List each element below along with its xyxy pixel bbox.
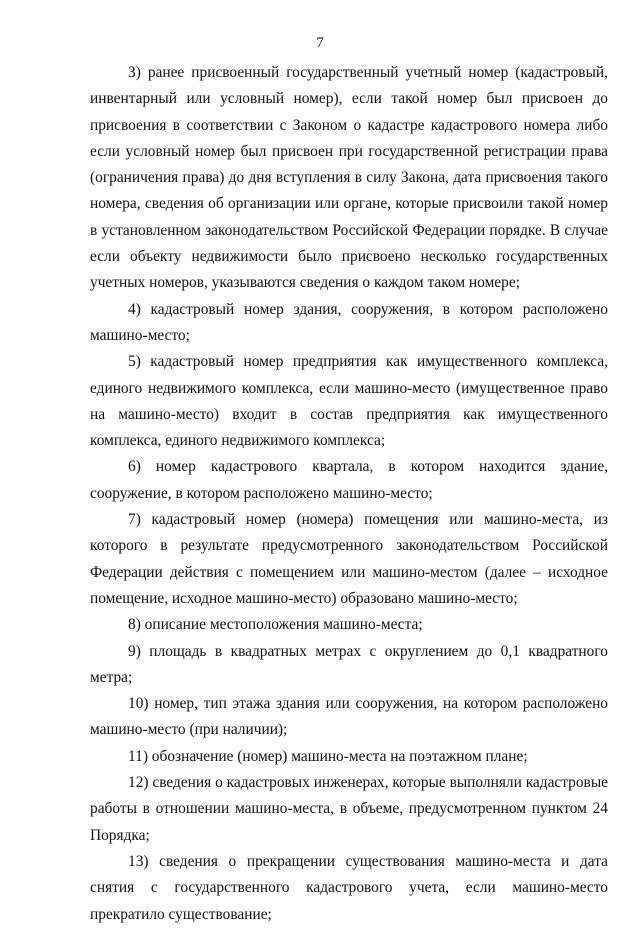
- paragraph-item-9: 9) площадь в квадратных метрах с округлением до 0,1 квадратного метра;: [90, 642, 608, 686]
- page-number: 7: [316, 35, 324, 51]
- paragraph-item-13: 13) сведения о прекращении существования машино-места и дата снятия с государственного кадастрового учета, если машино-место прекратило существование;: [90, 852, 608, 923]
- paragraph-item-8: 8) описание местоположения машино-места;: [128, 616, 423, 634]
- paragraph-item-11: 11) обозначение (номер) машино-места на поэтажном плане;: [128, 747, 528, 765]
- paragraph-item-5: 5) кадастровый номер предприятия как имущественного комплекса, единого недвижимого комплекса, если машино-место (имущественное право на машино-место) входит в состав предприятия как имущественного комплекса, единого недвижимого комплекса;: [90, 353, 608, 450]
- paragraph-item-4: 4) кадастровый номер здания, сооружения, в котором расположено машино-место;: [90, 300, 608, 344]
- paragraph-item-6: 6) номер кадастрового квартала, в котором находится здание, сооружение, в котором расположено машино-место;: [90, 458, 608, 502]
- document-body: [90, 60, 608, 928]
- paragraph-item-10: 10) номер, тип этажа здания или сооружения, на котором расположено машино-место (при наличии);: [90, 695, 608, 739]
- paragraph-item-7: 7) кадастровый номер (номера) помещения или машино-места, из которого в результате предусмотренного законодательством Российской Федерации действия с помещением или машино-местом (далее – исходное помещение, исходное машино-место) образовано машино-место;: [90, 511, 608, 607]
- paragraph-item-12: 12) сведения о кадастровых инженерах, которые выполняли кадастровые работы в отношении машино-места, в объеме, предусмотренном пунктом 24 Порядка;: [90, 774, 608, 844]
- paragraph-item-3: 3) ранее присвоенный государственный учетный номер (кадастровый, инвентарный или условный номер), если такой номер был присвоен до присвоения в соответствии с Законом о кадастре кадастрового номера либо если условный номер был присвоен при государственной регистрации права (ограничения права) до дня вступления в силу Закона, дата присвоения такого номера, сведения об организации или органе, которые присвоили такой номер в установленном законодательством Российской Федерации порядке. В случае если объекту недвижимости было присвоено несколько государственных учетных номеров, указываются сведения о каждом таком номере;: [90, 64, 608, 292]
